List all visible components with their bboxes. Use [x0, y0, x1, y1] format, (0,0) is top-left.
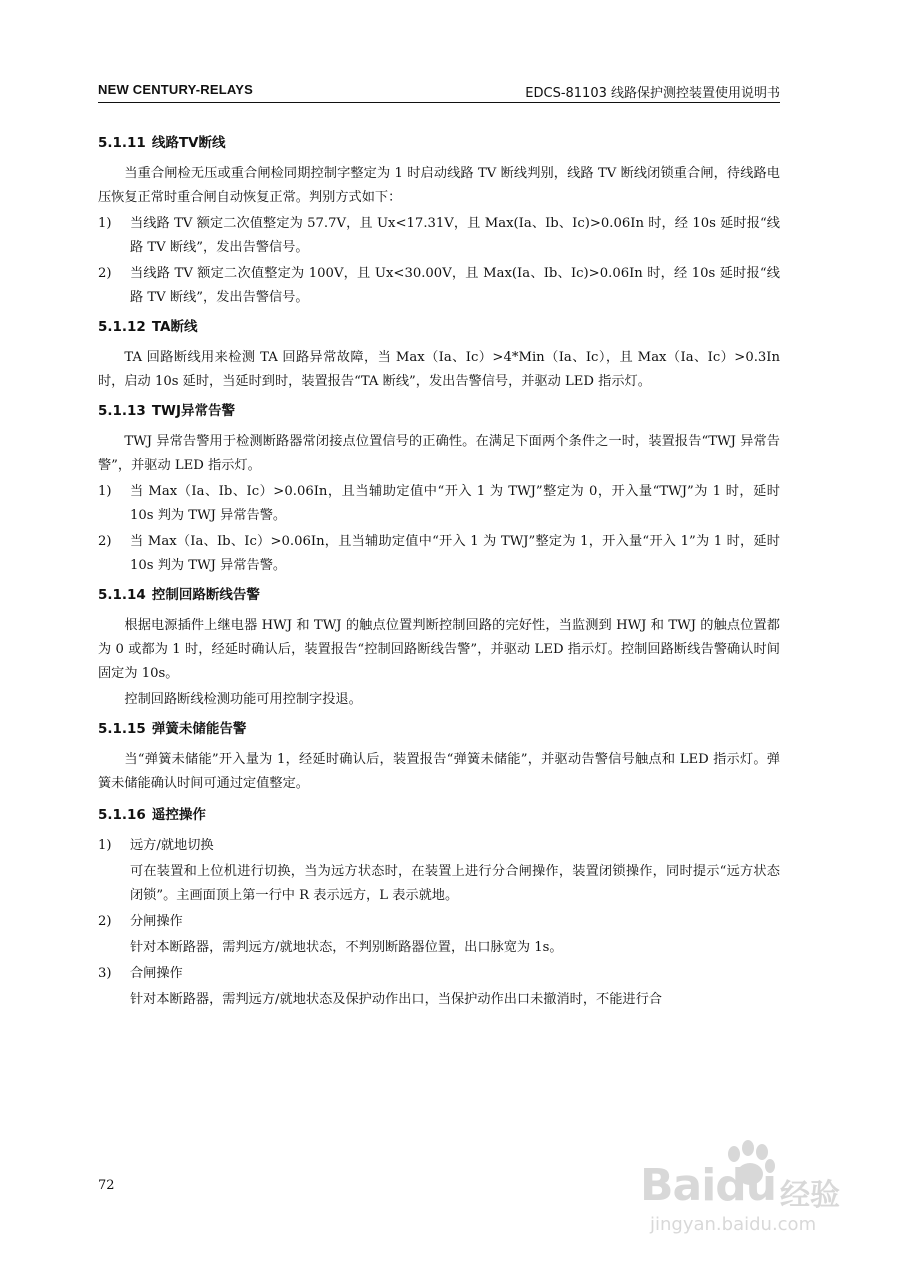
list-item [98, 834, 780, 858]
section-title: TA断线 [151, 319, 198, 335]
list-marker: 2) [98, 534, 112, 549]
list-marker: 2) [98, 266, 112, 281]
section-heading-control-circuit [98, 580, 780, 610]
section-number: 5.1.11 [98, 135, 146, 151]
paragraph: 当重合闸检无压或重合闸检同期控制字整定为 1 时启动线路 TV 断线判别，线路 TV 断线闭锁重合闸，待线路电压恢复正常时重合闸自动恢复正常。判别方式如下： [98, 166, 780, 205]
header-company: NEW CENTURY-RELAYS [98, 82, 254, 97]
paw-icon [720, 1140, 780, 1188]
page-header [98, 80, 780, 103]
list-subtext: 针对本断路器，需判远方/就地状态，不判别断路器位置，出口脉宽为 1s。 [130, 940, 563, 955]
section-number: 5.1.16 [98, 807, 146, 823]
document-body [98, 128, 780, 1014]
list-item [98, 530, 780, 578]
paragraph: TWJ 异常告警用于检测断路器常闭接点位置信号的正确性。在满足下面两个条件之一时，装置报告“TWJ 异常告警”，并驱动 LED 指示灯。 [98, 434, 780, 473]
list-label: 分闸操作 [130, 914, 183, 929]
section-title: 弹簧未储能告警 [151, 721, 247, 737]
section-heading-remote-control [98, 800, 780, 830]
section-number: 5.1.15 [98, 721, 146, 737]
paragraph: 当“弹簧未储能”开入量为 1，经延时确认后，装置报告“弹簧未储能”，并驱动告警信号触点和 LED 指示灯。弹簧未储能确认时间可通过定值整定。 [98, 752, 780, 791]
section-number: 5.1.14 [98, 587, 146, 603]
watermark-url: jingyan.baidu.com [650, 1214, 817, 1235]
page-number: 72 [98, 1178, 115, 1193]
section-title: 控制回路断线告警 [151, 587, 260, 603]
list-subtext: 针对本断路器，需判远方/就地状态及保护动作出口，当保护动作出口未撤消时，不能进行合 [130, 992, 662, 1007]
list-marker: 2) [98, 914, 112, 929]
section-heading-tv-break [98, 128, 780, 158]
list-label: 合闸操作 [130, 966, 183, 981]
list-item [98, 910, 780, 934]
list-text: 当线路 TV 额定二次值整定为 57.7V，且 Ux<17.31V，且 Max(Ia、Ib、Ic)>0.06In 时，经 10s 延时报“线路 TV 断线”，发出告警信号。 [130, 216, 780, 255]
list-marker: 1) [98, 838, 112, 853]
list-subtext: 可在装置和上位机进行切换，当为远方状态时，在装置上进行分合闸操作，装置闭锁操作，同时提示“远方状态闭锁”。主画面顶上第一行中 R 表示远方，L 表示就地。 [130, 864, 780, 903]
list-text: 当 Max（Ia、Ib、Ic）>0.06In，且当辅助定值中“开入 1 为 TWJ”整定为 1，开入量“开入 1”为 1 时，延时 10s 判为 TWJ 异常告警。 [130, 534, 780, 573]
section-heading-twj-alarm [98, 396, 780, 426]
list-marker: 1) [98, 216, 112, 231]
list-item [98, 212, 780, 260]
section-number: 5.1.12 [98, 319, 146, 335]
list-label: 远方/就地切换 [130, 838, 214, 853]
paragraph: TA 回路断线用来检测 TA 回路异常故障，当 Max（Ia、Ic）>4*Min（Ia、Ic），且 Max（Ia、Ic）>0.3In 时，启动 10s 延时，当延时到时，装置报告“TA 断线”，发出告警信号，并驱动 LED 指示灯。 [98, 350, 780, 389]
list-item [98, 480, 780, 528]
section-title: TWJ异常告警 [151, 403, 235, 419]
paragraph: 控制回路断线检测功能可用控制字投退。 [124, 692, 362, 707]
section-number: 5.1.13 [98, 403, 146, 419]
list-text: 当 Max（Ia、Ib、Ic）>0.06In，且当辅助定值中“开入 1 为 TWJ”整定为 0，开入量“TWJ”为 1 时，延时 10s 判为 TWJ 异常告警。 [130, 484, 780, 523]
list-item [98, 962, 780, 986]
watermark-cn: 经验 [780, 1178, 840, 1213]
paragraph: 根据电源插件上继电器 HWJ 和 TWJ 的触点位置判断控制回路的完好性，当监测到 HWJ 和 TWJ 的触点位置都为 0 或都为 1 时，经延时确认后，装置报告“控制回路断线告警”，并驱动 LED 指示灯。控制回路断线告警确认时间固定为 10s。 [98, 618, 780, 681]
baidu-watermark [600, 1140, 860, 1250]
list-item [98, 262, 780, 310]
section-title: 遥控操作 [151, 807, 206, 823]
list-marker: 3) [98, 966, 112, 981]
header-doc-title: EDCS-81103 线路保护测控装置使用说明书 [525, 86, 780, 101]
section-heading-spring [98, 714, 780, 744]
section-heading-ta-break [98, 312, 780, 342]
watermark-logo: Baidu [640, 1160, 777, 1211]
list-text: 当线路 TV 额定二次值整定为 100V，且 Ux<30.00V，且 Max(Ia、Ib、Ic)>0.06In 时，经 10s 延时报“线路 TV 断线”，发出告警信号。 [130, 266, 780, 305]
list-marker: 1) [98, 484, 112, 499]
section-title: 线路TV断线 [151, 135, 226, 151]
